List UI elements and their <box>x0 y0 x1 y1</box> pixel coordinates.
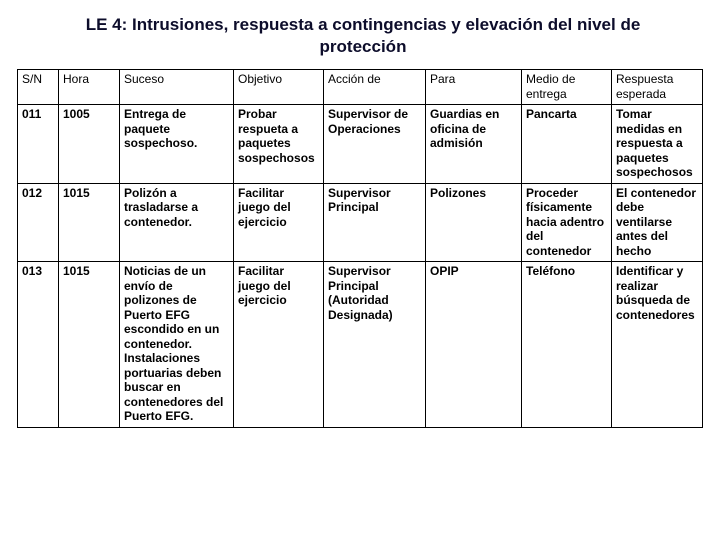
cell-suceso: Polizón a trasladarse a contenedor. <box>120 183 234 262</box>
cell-objetivo: Probar respueta a paquetes sospechosos <box>234 105 324 184</box>
cell-hora: 1015 <box>59 262 120 428</box>
cell-sn: 012 <box>18 183 59 262</box>
header-para: Para <box>426 70 522 105</box>
header-sn: S/N <box>18 70 59 105</box>
cell-hora: 1005 <box>59 105 120 184</box>
cell-accion-de: Supervisor Principal <box>324 183 426 262</box>
cell-para: Guardias en oficina de admisión <box>426 105 522 184</box>
cell-objetivo: Facilitar juego del ejercicio <box>234 262 324 428</box>
cell-para: OPIP <box>426 262 522 428</box>
cell-sn: 011 <box>18 105 59 184</box>
table-row <box>18 183 703 262</box>
cell-accion-de: Supervisor Principal (Autoridad Designada) <box>324 262 426 428</box>
exercise-table <box>17 69 703 428</box>
header-objetivo: Objetivo <box>234 70 324 105</box>
header-hora: Hora <box>59 70 120 105</box>
cell-suceso: Noticias de un envío de polizones de Puerto EFG escondido en un contenedor. Instalaciones portuarias deben buscar en contenedores del Puerto EFG. <box>120 262 234 428</box>
cell-accion-de: Supervisor de Operaciones <box>324 105 426 184</box>
cell-respuesta-esperada: Tomar medidas en respuesta a paquetes sospechosos <box>612 105 703 184</box>
cell-medio-de-entrega: Proceder físicamente hacia adentro del contenedor <box>522 183 612 262</box>
cell-suceso: Entrega de paquete sospechoso. <box>120 105 234 184</box>
cell-respuesta-esperada: El contenedor debe ventilarse antes del hecho <box>612 183 703 262</box>
cell-hora: 1015 <box>59 183 120 262</box>
table-header-row <box>18 70 703 105</box>
cell-medio-de-entrega: Teléfono <box>522 262 612 428</box>
header-medio-de-entrega: Medio de entrega <box>522 70 612 105</box>
cell-sn: 013 <box>18 262 59 428</box>
table-row <box>18 262 703 428</box>
document-title: LE 4: Intrusiones, respuesta a contingencias y elevación del nivel de protección <box>85 15 641 56</box>
header-accion-de: Acción de <box>324 70 426 105</box>
cell-medio-de-entrega: Pancarta <box>522 105 612 184</box>
header-suceso: Suceso <box>120 70 234 105</box>
header-respuesta-esperada: Respuesta esperada <box>612 70 703 105</box>
cell-objetivo: Facilitar juego del ejercicio <box>234 183 324 262</box>
table-row <box>18 105 703 184</box>
cell-respuesta-esperada: Identificar y realizar búsqueda de contenedores <box>612 262 703 428</box>
cell-para: Polizones <box>426 183 522 262</box>
